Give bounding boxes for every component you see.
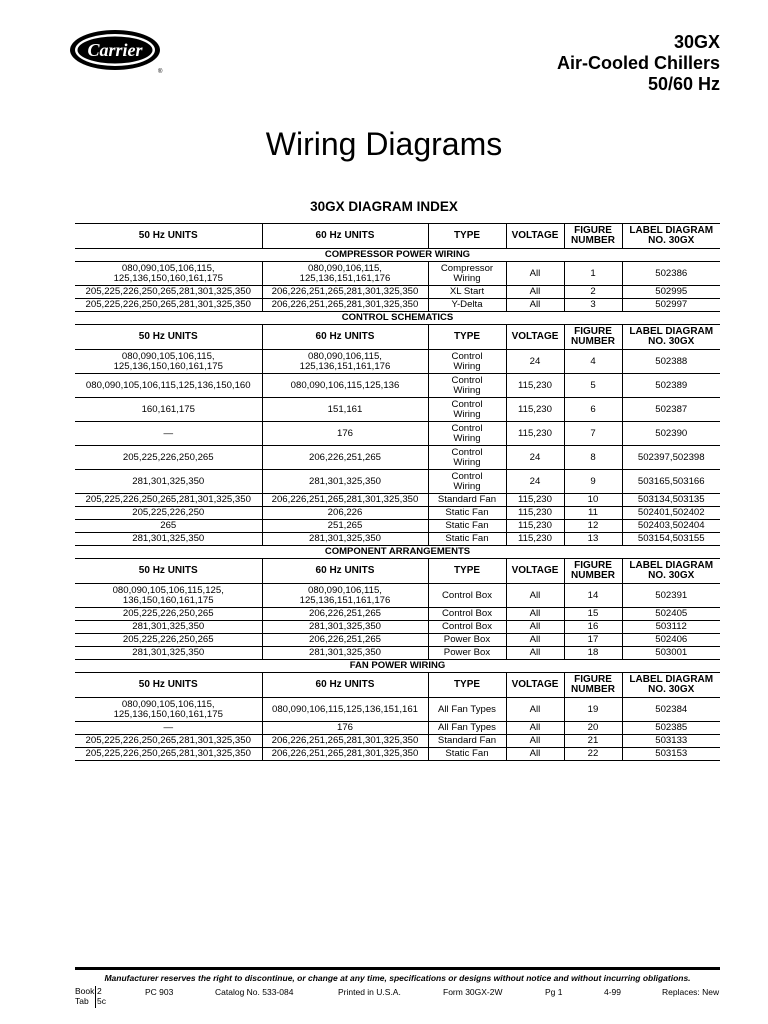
cell-hz60: 176	[262, 722, 428, 735]
cell-voltage: All	[506, 608, 564, 621]
cell-type: Standard Fan	[428, 735, 506, 748]
column-header: VOLTAGE	[506, 325, 564, 350]
cell-figure: 17	[564, 634, 622, 647]
cell-hz60: 281,301,325,350	[262, 621, 428, 634]
cell-label: 502997	[622, 299, 720, 312]
cell-figure: 6	[564, 398, 622, 422]
column-header: VOLTAGE	[506, 559, 564, 584]
cell-label: 502385	[622, 722, 720, 735]
section-title: FAN POWER WIRING	[75, 660, 720, 673]
cell-figure: 10	[564, 494, 622, 507]
cell-hz60: 080,090,106,115, 125,136,151,161,176	[262, 350, 428, 374]
column-header: 60 Hz UNITS	[262, 559, 428, 584]
cell-figure: 13	[564, 533, 622, 546]
column-header: VOLTAGE	[506, 673, 564, 698]
column-header: LABEL DIAGRAM NO. 30GX	[622, 559, 720, 584]
cell-hz60: 206,226,251,265,281,301,325,350	[262, 748, 428, 761]
cell-hz60: 080,090,106,115,125,136,151,161	[262, 698, 428, 722]
cell-figure: 2	[564, 286, 622, 299]
product-frequency: 50/60 Hz	[647, 74, 720, 94]
cell-voltage: All	[506, 262, 564, 286]
column-header: TYPE	[428, 673, 506, 698]
cell-voltage: All	[506, 748, 564, 761]
cell-hz50: 205,225,226,250,265	[75, 634, 262, 647]
column-header: 50 Hz UNITS	[75, 673, 262, 698]
cell-type: XL Start	[428, 286, 506, 299]
cell-label: 502386	[622, 262, 720, 286]
table-row	[75, 446, 720, 470]
cell-figure: 15	[564, 608, 622, 621]
cell-figure: 9	[564, 470, 622, 494]
cell-type: Control Wiring	[428, 374, 506, 398]
book-value: 2	[97, 986, 102, 996]
cell-voltage: All	[506, 621, 564, 634]
cell-hz50: 205,225,226,250,265,281,301,325,350	[75, 494, 262, 507]
product-header	[557, 32, 720, 95]
disclaimer: Manufacturer reserves the right to discontinue, or change at any time, specifications or designs without notice and without incurring obligations.	[104, 973, 691, 983]
section-title-row	[75, 660, 720, 673]
cell-figure: 22	[564, 748, 622, 761]
cell-voltage: All	[506, 299, 564, 312]
cell-voltage: 24	[506, 350, 564, 374]
cell-voltage: All	[506, 722, 564, 735]
cell-hz60: 281,301,325,350	[262, 647, 428, 660]
cell-voltage: All	[506, 735, 564, 748]
column-header: TYPE	[428, 224, 506, 249]
cell-type: Static Fan	[428, 533, 506, 546]
product-model: 30GX	[673, 32, 720, 52]
cell-hz50: 281,301,325,350	[75, 533, 262, 546]
cell-hz50: 281,301,325,350	[75, 470, 262, 494]
cell-figure: 5	[564, 374, 622, 398]
cell-type: Control Wiring	[428, 446, 506, 470]
cell-hz60: 080,090,106,115, 125,136,151,161,176	[262, 262, 428, 286]
cell-type: Control Box	[428, 621, 506, 634]
cell-type: Static Fan	[428, 520, 506, 533]
cell-hz60: 151,161	[262, 398, 428, 422]
cell-hz50: 205,225,226,250,265	[75, 608, 262, 621]
cell-hz50: 205,225,226,250,265,281,301,325,350	[75, 735, 262, 748]
tab-value: 5c	[97, 996, 106, 1006]
date: 4-99	[604, 987, 622, 997]
table-row	[75, 698, 720, 722]
section-title: COMPRESSOR POWER WIRING	[75, 249, 720, 262]
table-row	[75, 533, 720, 546]
cell-hz60: 206,226,251,265	[262, 446, 428, 470]
column-header: LABEL DIAGRAM NO. 30GX	[622, 673, 720, 698]
section-title-row	[75, 546, 720, 559]
logo-text: Carrier	[87, 40, 143, 60]
cell-label: 503153	[622, 748, 720, 761]
cell-figure: 11	[564, 507, 622, 520]
page-number: Pg 1	[545, 987, 563, 997]
cell-label: 502403,502404	[622, 520, 720, 533]
column-header-row	[75, 673, 720, 698]
product-name: Air-Cooled Chillers	[556, 53, 720, 73]
cell-label: 502391	[622, 584, 720, 608]
pc-number: PC 903	[145, 987, 174, 997]
cell-hz50: —	[75, 422, 262, 446]
column-header: 60 Hz UNITS	[262, 325, 428, 350]
column-header: FIGURE NUMBER	[564, 673, 622, 698]
cell-figure: 3	[564, 299, 622, 312]
cell-hz50: 205,225,226,250,265,281,301,325,350	[75, 748, 262, 761]
cell-hz60: 206,226,251,265,281,301,325,350	[262, 286, 428, 299]
cell-voltage: All	[506, 698, 564, 722]
cell-voltage: All	[506, 647, 564, 660]
table-row	[75, 299, 720, 312]
section-title-row	[75, 249, 720, 262]
cell-figure: 4	[564, 350, 622, 374]
table-row	[75, 350, 720, 374]
cell-hz60: 206,226,251,265,281,301,325,350	[262, 299, 428, 312]
cell-label: 502388	[622, 350, 720, 374]
book-tab-box	[75, 986, 106, 1006]
table-row	[75, 621, 720, 634]
cell-label: 503112	[622, 621, 720, 634]
cell-figure: 16	[564, 621, 622, 634]
cell-hz50: 080,090,105,106,115,125,136,150,160	[75, 374, 262, 398]
cell-type: All Fan Types	[428, 722, 506, 735]
cell-label: 502389	[622, 374, 720, 398]
cell-hz60: 206,226,251,265	[262, 634, 428, 647]
cell-hz60: 281,301,325,350	[262, 470, 428, 494]
column-header-row	[75, 325, 720, 350]
cell-voltage: All	[506, 584, 564, 608]
cell-hz50: —	[75, 722, 262, 735]
cell-label: 503134,503135	[622, 494, 720, 507]
cell-hz60: 251,265	[262, 520, 428, 533]
section-title: COMPONENT ARRANGEMENTS	[75, 546, 720, 559]
column-header: TYPE	[428, 559, 506, 584]
cell-voltage: 115,230	[506, 533, 564, 546]
cell-figure: 12	[564, 520, 622, 533]
column-header: 60 Hz UNITS	[262, 673, 428, 698]
form-number: Form 30GX-2W	[443, 987, 503, 997]
table-row	[75, 634, 720, 647]
cell-type: All Fan Types	[428, 698, 506, 722]
cell-label: 503154,503155	[622, 533, 720, 546]
cell-type: Control Wiring	[428, 422, 506, 446]
cell-hz50: 265	[75, 520, 262, 533]
cell-hz50: 080,090,105,106,115,125, 136,150,160,161,175	[75, 584, 262, 608]
table-row	[75, 722, 720, 735]
cell-hz50: 160,161,175	[75, 398, 262, 422]
cell-label: 502387	[622, 398, 720, 422]
table-row	[75, 262, 720, 286]
column-header: TYPE	[428, 325, 506, 350]
column-header-row	[75, 224, 720, 249]
cell-hz60: 206,226,251,265,281,301,325,350	[262, 735, 428, 748]
cell-label: 502406	[622, 634, 720, 647]
section-title-row	[75, 312, 720, 325]
table-row	[75, 735, 720, 748]
cell-type: Control Wiring	[428, 350, 506, 374]
column-header: 50 Hz UNITS	[75, 224, 262, 249]
column-header: 50 Hz UNITS	[75, 325, 262, 350]
cell-label: 502401,502402	[622, 507, 720, 520]
cell-figure: 14	[564, 584, 622, 608]
cell-voltage: All	[506, 634, 564, 647]
column-header: FIGURE NUMBER	[564, 325, 622, 350]
cell-type: Control Wiring	[428, 470, 506, 494]
cell-hz50: 205,225,226,250,265,281,301,325,350	[75, 286, 262, 299]
table-row	[75, 608, 720, 621]
table-row	[75, 494, 720, 507]
cell-type: Control Wiring	[428, 398, 506, 422]
column-header: FIGURE NUMBER	[564, 559, 622, 584]
printed-in: Printed in U.S.A.	[338, 987, 401, 997]
cell-voltage: 115,230	[506, 494, 564, 507]
cell-type: Standard Fan	[428, 494, 506, 507]
table-row	[75, 520, 720, 533]
cell-hz50: 080,090,105,106,115, 125,136,150,160,161,175	[75, 698, 262, 722]
table-row	[75, 584, 720, 608]
cell-hz50: 205,225,226,250,265,281,301,325,350	[75, 299, 262, 312]
section-title: CONTROL SCHEMATICS	[75, 312, 720, 325]
table-row	[75, 286, 720, 299]
column-header-row	[75, 559, 720, 584]
cell-figure: 20	[564, 722, 622, 735]
cell-hz60: 206,226,251,265	[262, 608, 428, 621]
cell-figure: 8	[564, 446, 622, 470]
table-row	[75, 647, 720, 660]
cell-voltage: 115,230	[506, 398, 564, 422]
cell-type: Compressor Wiring	[428, 262, 506, 286]
column-header: 50 Hz UNITS	[75, 559, 262, 584]
table-row	[75, 748, 720, 761]
table-row	[75, 374, 720, 398]
table-row	[75, 470, 720, 494]
cell-label: 502384	[622, 698, 720, 722]
cell-label: 503001	[622, 647, 720, 660]
cell-voltage: All	[506, 286, 564, 299]
cell-label: 502405	[622, 608, 720, 621]
diagram-index-table	[75, 223, 720, 761]
svg-text:®: ®	[158, 69, 163, 75]
cell-label: 502397,502398	[622, 446, 720, 470]
page-title: Wiring Diagrams	[265, 126, 503, 162]
cell-label: 503133	[622, 735, 720, 748]
column-header: 60 Hz UNITS	[262, 224, 428, 249]
column-header: LABEL DIAGRAM NO. 30GX	[622, 224, 720, 249]
table-row	[75, 507, 720, 520]
cell-figure: 7	[564, 422, 622, 446]
cell-hz60: 281,301,325,350	[262, 533, 428, 546]
cell-hz60: 080,090,106,115,125,136	[262, 374, 428, 398]
cell-hz50: 205,225,226,250,265	[75, 446, 262, 470]
cell-figure: 1	[564, 262, 622, 286]
column-header: FIGURE NUMBER	[564, 224, 622, 249]
cell-type: Control Box	[428, 584, 506, 608]
replaces: Replaces: New	[662, 987, 720, 997]
cell-hz50: 281,301,325,350	[75, 647, 262, 660]
cell-hz60: 206,226,251,265,281,301,325,350	[262, 494, 428, 507]
cell-figure: 19	[564, 698, 622, 722]
cell-type: Power Box	[428, 647, 506, 660]
cell-voltage: 115,230	[506, 520, 564, 533]
cell-label: 503165,503166	[622, 470, 720, 494]
tab-label: Tab	[75, 996, 89, 1006]
cell-label: 502390	[622, 422, 720, 446]
cell-hz60: 176	[262, 422, 428, 446]
cell-type: Static Fan	[428, 507, 506, 520]
cell-figure: 18	[564, 647, 622, 660]
cell-voltage: 24	[506, 446, 564, 470]
cell-hz50: 080,090,105,106,115, 125,136,150,160,161,175	[75, 350, 262, 374]
cell-hz50: 205,225,226,250	[75, 507, 262, 520]
table-row	[75, 422, 720, 446]
cell-voltage: 24	[506, 470, 564, 494]
footer-rule	[75, 967, 720, 970]
cell-hz60: 206,226	[262, 507, 428, 520]
table-title: 30GX DIAGRAM INDEX	[310, 199, 458, 214]
catalog-number: Catalog No. 533-084	[215, 987, 294, 997]
cell-hz50: 281,301,325,350	[75, 621, 262, 634]
cell-voltage: 115,230	[506, 374, 564, 398]
cell-type: Y-Delta	[428, 299, 506, 312]
table-row	[75, 398, 720, 422]
cell-hz60: 080,090,106,115, 125,136,151,161,176	[262, 584, 428, 608]
column-header: VOLTAGE	[506, 224, 564, 249]
cell-hz50: 080,090,105,106,115, 125,136,150,160,161,175	[75, 262, 262, 286]
cell-voltage: 115,230	[506, 422, 564, 446]
cell-label: 502995	[622, 286, 720, 299]
cell-figure: 21	[564, 735, 622, 748]
carrier-logo	[68, 27, 164, 77]
book-label: Book	[75, 986, 95, 996]
cell-voltage: 115,230	[506, 507, 564, 520]
cell-type: Static Fan	[428, 748, 506, 761]
column-header: LABEL DIAGRAM NO. 30GX	[622, 325, 720, 350]
cell-type: Power Box	[428, 634, 506, 647]
cell-type: Control Box	[428, 608, 506, 621]
